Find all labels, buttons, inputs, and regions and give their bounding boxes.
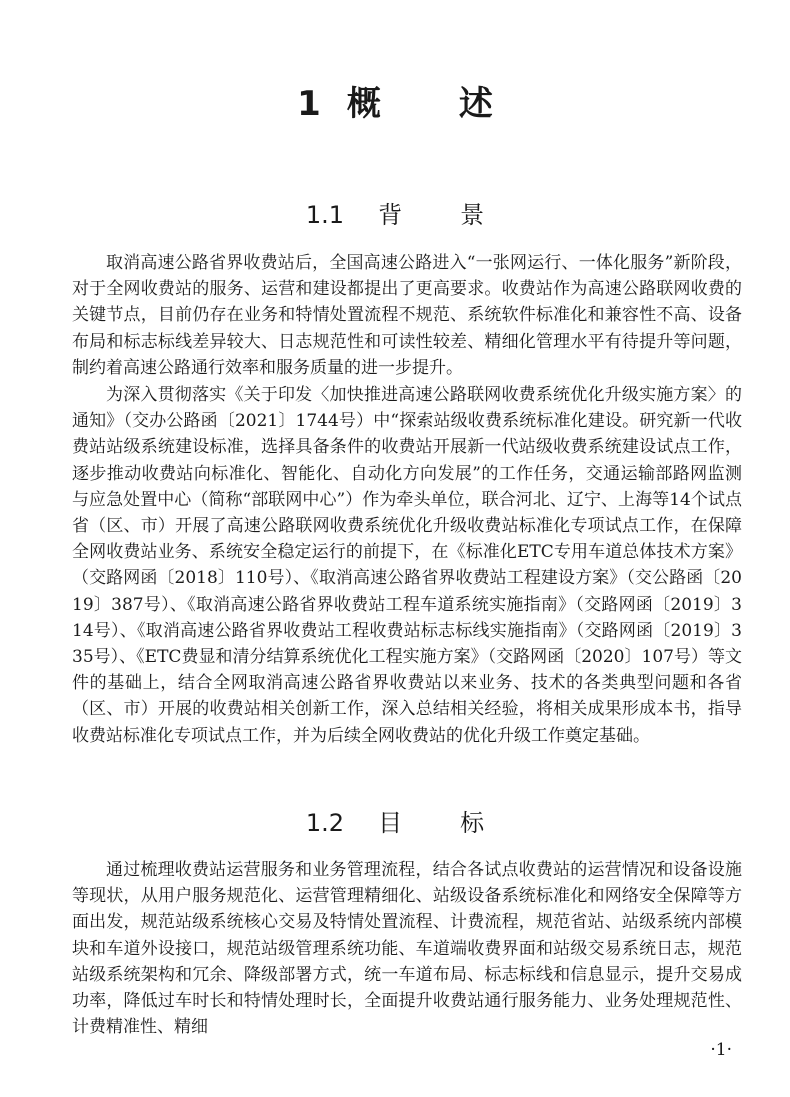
chapter-title-char-2: 述 — [458, 84, 493, 124]
chapter-title — [0, 84, 790, 124]
chapter-title-char-1: 概 — [346, 84, 381, 124]
section-title-char-1: 目 — [378, 809, 403, 837]
paragraph-objectives-1: 通过梳理收费站运营服务和业务管理流程，结合各试点收费站的运营情况和设备设施等现状，从用户服务规范化、运营管理精细化、站级设备系统标准化和网络安全保障等方面出发，规范站级系统核心交易及特情处置流程、计费流程，规范省站、站级系统内部模块和车道外设接口，规范站级管理系统功能、车道端收费界面和站级交易系统日志，规范站级系统架构和冗余、降级部署方式，统一车道布局、标志标线和信息显示，提升交易成功率，降低过车时长和特情处理时长，全面提升收费站通行服务能力、业务处理规范性、计费精准性、精细 — [72, 860, 742, 1038]
section-title-char-1: 背 — [378, 201, 403, 229]
chapter-number: 1 — [297, 84, 321, 124]
page-number: ·1· — [710, 1040, 732, 1060]
paragraph-background-1: 取消高速公路省界收费站后，全国高速公路进入“一张网运行、一体化服务”新阶段，对于全网收费站的服务、运营和建设都提出了更高要求。收费站作为高速公路联网收费的关键节点，目前仍存在业务和特情处置流程不规范、系统软件标准化和兼容性不高、设备布局和标志标线差异较大、日志规范性和可读性较差、精细化管理水平有待提升等问题，制约着高速公路通行效率和服务质量的进一步提升。 — [72, 253, 742, 378]
section-number: 1.2 — [305, 809, 345, 837]
paragraph-background-2: 为深入贯彻落实《关于印发〈加快推进高速公路联网收费系统优化升级实施方案〉的通知》（交办公路函〔2021〕1744号）中“探索站级收费系统标准化建设。研究新一代收费站站级系统建设标准，选择具备条件的收费站开展新一代站级收费系统建设试点工作，逐步推动收费站向标准化、智能化、自动化方向发展”的工作任务，交通运输部路网监测与应急处置中心（简称“部联网中心”）作为牵头单位，联合河北、辽宁、上海等14个试点省（区、市）开展了高速公路联网收费系统优化升级收费站标准化专项试点工作，在保障全网收费站业务、系统安全稳定运行的前提下，在《标准化ETC专用车道总体技术方案》（交路网函〔2018〕110号）、《取消高速公路省界收费站工程建设方案》（交公路函〔2019〕387号）、《取消高速公路省界收费站工程车道系统实施指南》（交路网函〔2019〕314号）、《取消高速公路省界收费站工程收费站标志标线实施指南》（交路网函〔2019〕335号）、《ETC费显和清分结算系统优化工程实施方案》（交路网函〔2020〕107号）等文件的基础上，结合全网取消高速公路省界收费站以来业务、技术的各类典型问题和各省（区、市）开展的收费站相关创新工作，深入总结相关经验，将相关成果形成本书，指导收费站标准化专项试点工作，并为后续全网收费站的优化升级工作奠定基础。 — [72, 385, 742, 746]
section-title-char-2: 标 — [460, 809, 485, 837]
section-number: 1.1 — [305, 201, 345, 229]
section-title-char-2: 景 — [460, 201, 485, 229]
section-title-background — [0, 200, 790, 230]
section-title-objectives — [0, 808, 790, 838]
